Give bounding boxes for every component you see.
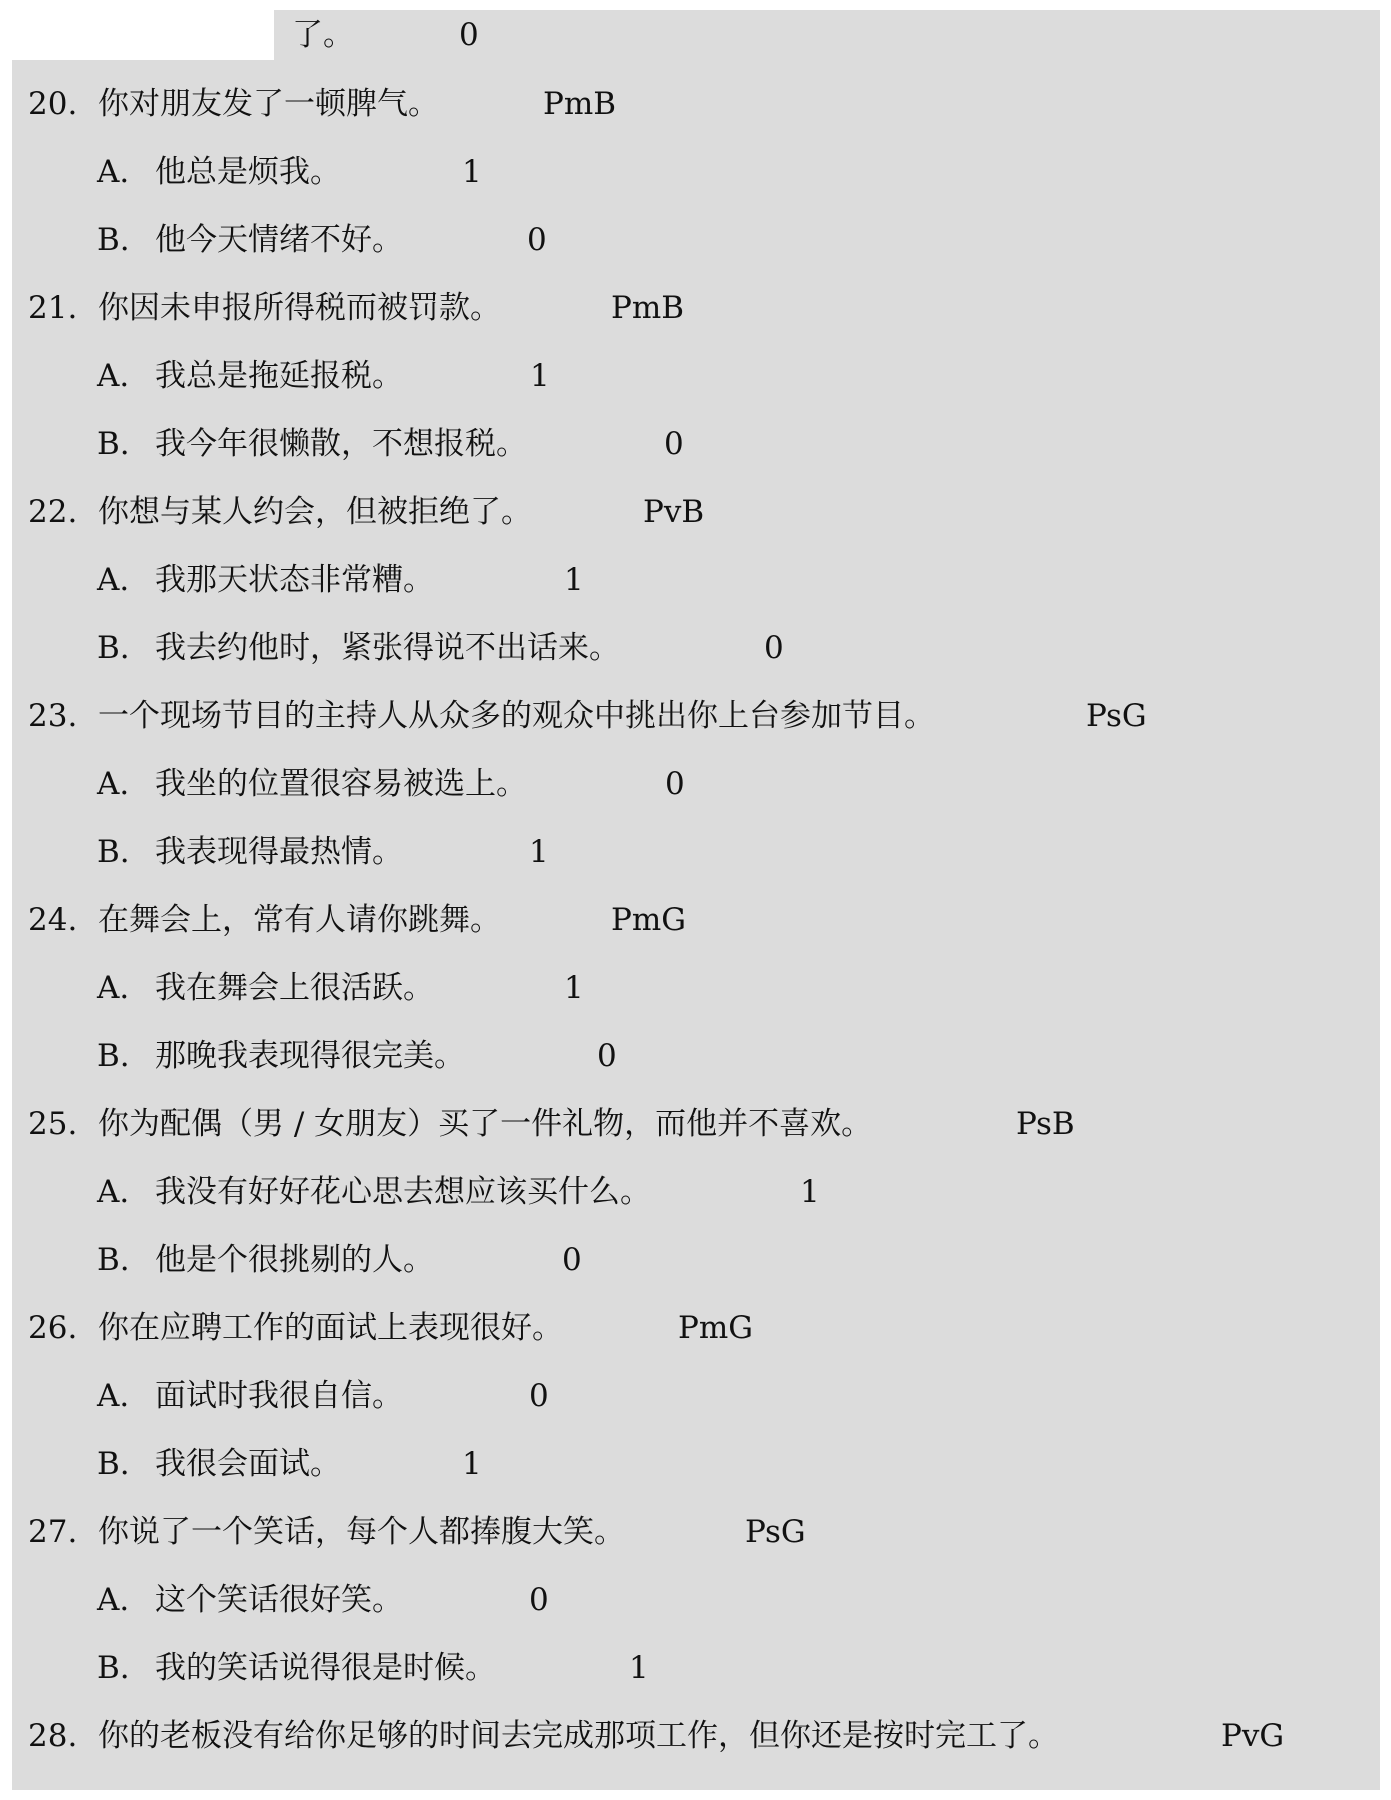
option-26-b bbox=[97, 1444, 1297, 1484]
option-score: 1 bbox=[564, 970, 584, 1006]
question-number: 24. bbox=[28, 902, 78, 938]
option-text: 我没有好好花心思去想应该买什么。 bbox=[155, 1174, 651, 1210]
question-text: 你说了一个笑话，每个人都捧腹大笑。 bbox=[98, 1514, 625, 1550]
carryover-text: 了。 bbox=[292, 17, 354, 53]
question-text: 你对朋友发了一顿脾气。 bbox=[98, 86, 439, 122]
question-text: 在舞会上，常有人请你跳舞。 bbox=[98, 902, 501, 938]
option-text: 我表现得最热情。 bbox=[155, 834, 403, 870]
option-26-a bbox=[97, 1376, 1297, 1416]
option-letter: B. bbox=[97, 1038, 130, 1074]
carryover-line bbox=[292, 15, 1292, 55]
page-top-margin bbox=[12, 0, 274, 60]
option-24-a bbox=[97, 968, 1297, 1008]
option-22-b bbox=[97, 628, 1297, 668]
question-text: 你为配偶（男 / 女朋友）买了一件礼物，而他并不喜欢。 bbox=[98, 1106, 873, 1142]
option-score: 0 bbox=[562, 1242, 582, 1278]
option-25-b bbox=[97, 1240, 1297, 1280]
option-score: 0 bbox=[597, 1038, 617, 1074]
option-score: 0 bbox=[764, 630, 784, 666]
question-code: PvG bbox=[1221, 1718, 1285, 1754]
option-text: 我很会面试。 bbox=[155, 1446, 341, 1482]
option-text: 他总是烦我。 bbox=[155, 154, 341, 190]
option-letter: B. bbox=[97, 1242, 130, 1278]
option-letter: A. bbox=[97, 1582, 130, 1618]
option-text: 那晚我表现得很完美。 bbox=[155, 1038, 465, 1074]
option-22-a bbox=[97, 560, 1297, 600]
option-20-a bbox=[97, 152, 1297, 192]
question-code: PsG bbox=[1086, 698, 1147, 734]
option-21-a bbox=[97, 356, 1297, 396]
question-code: PsG bbox=[745, 1514, 806, 1550]
option-20-b bbox=[97, 220, 1297, 260]
question-22 bbox=[28, 492, 1368, 532]
question-24 bbox=[28, 900, 1368, 940]
option-letter: B. bbox=[97, 1650, 130, 1686]
question-21 bbox=[28, 288, 1368, 328]
option-text: 我坐的位置很容易被选上。 bbox=[155, 766, 527, 802]
question-code: PsB bbox=[1016, 1106, 1075, 1142]
option-score: 1 bbox=[530, 358, 550, 394]
option-letter: A. bbox=[97, 358, 130, 394]
option-text: 我今年很懒散，不想报税。 bbox=[155, 426, 527, 462]
question-number: 28. bbox=[28, 1718, 78, 1754]
question-27 bbox=[28, 1512, 1368, 1552]
option-24-b bbox=[97, 1036, 1297, 1076]
option-letter: B. bbox=[97, 426, 130, 462]
option-text: 面试时我很自信。 bbox=[155, 1378, 403, 1414]
option-score: 1 bbox=[462, 154, 482, 190]
question-28 bbox=[28, 1716, 1368, 1756]
question-text: 你想与某人约会，但被拒绝了。 bbox=[98, 494, 532, 530]
option-letter: B. bbox=[97, 1446, 130, 1482]
option-score: 1 bbox=[529, 834, 549, 870]
option-25-a bbox=[97, 1172, 1297, 1212]
question-code: PmG bbox=[678, 1310, 754, 1346]
option-27-b bbox=[97, 1648, 1297, 1688]
question-code: PmB bbox=[543, 86, 617, 122]
option-score: 0 bbox=[527, 222, 547, 258]
question-number: 23. bbox=[28, 698, 78, 734]
option-21-b bbox=[97, 424, 1297, 464]
option-23-b bbox=[97, 832, 1297, 872]
question-number: 27. bbox=[28, 1514, 78, 1550]
option-letter: B. bbox=[97, 630, 130, 666]
option-text: 这个笑话很好笑。 bbox=[155, 1582, 403, 1618]
option-text: 我去约他时，紧张得说不出话来。 bbox=[155, 630, 620, 666]
option-text: 我那天状态非常糟。 bbox=[155, 562, 434, 598]
option-text: 我总是拖延报税。 bbox=[155, 358, 403, 394]
carryover-score: 0 bbox=[459, 17, 479, 53]
option-letter: B. bbox=[97, 834, 130, 870]
question-25 bbox=[28, 1104, 1368, 1144]
question-20 bbox=[28, 84, 1368, 124]
question-text: 你在应聘工作的面试上表现很好。 bbox=[98, 1310, 563, 1346]
question-number: 20. bbox=[28, 86, 78, 122]
option-score: 1 bbox=[462, 1446, 482, 1482]
option-score: 1 bbox=[800, 1174, 820, 1210]
option-score: 1 bbox=[564, 562, 584, 598]
question-23 bbox=[28, 696, 1368, 736]
option-letter: A. bbox=[97, 562, 130, 598]
question-text: 一个现场节目的主持人从众多的观众中挑出你上台参加节目。 bbox=[98, 698, 935, 734]
option-27-a bbox=[97, 1580, 1297, 1620]
option-letter: A. bbox=[97, 970, 130, 1006]
option-letter: A. bbox=[97, 766, 130, 802]
question-code: PmB bbox=[611, 290, 685, 326]
option-letter: A. bbox=[97, 154, 130, 190]
option-text: 我的笑话说得很是时候。 bbox=[155, 1650, 496, 1686]
option-score: 0 bbox=[665, 766, 685, 802]
option-text: 我在舞会上很活跃。 bbox=[155, 970, 434, 1006]
option-letter: A. bbox=[97, 1174, 130, 1210]
question-code: PmG bbox=[611, 902, 687, 938]
question-number: 25. bbox=[28, 1106, 78, 1142]
option-score: 0 bbox=[529, 1378, 549, 1414]
option-score: 0 bbox=[529, 1582, 549, 1618]
question-number: 26. bbox=[28, 1310, 78, 1346]
option-letter: B. bbox=[97, 222, 130, 258]
option-score: 0 bbox=[664, 426, 684, 462]
option-letter: A. bbox=[97, 1378, 130, 1414]
question-code: PvB bbox=[643, 494, 705, 530]
question-number: 21. bbox=[28, 290, 78, 326]
question-text: 你因未申报所得税而被罚款。 bbox=[98, 290, 501, 326]
option-text: 他今天情绪不好。 bbox=[155, 222, 403, 258]
option-score: 1 bbox=[629, 1650, 649, 1686]
question-26 bbox=[28, 1308, 1368, 1348]
question-number: 22. bbox=[28, 494, 78, 530]
option-23-a bbox=[97, 764, 1297, 804]
question-text: 你的老板没有给你足够的时间去完成那项工作，但你还是按时完工了。 bbox=[98, 1718, 1059, 1754]
option-text: 他是个很挑剔的人。 bbox=[155, 1242, 434, 1278]
